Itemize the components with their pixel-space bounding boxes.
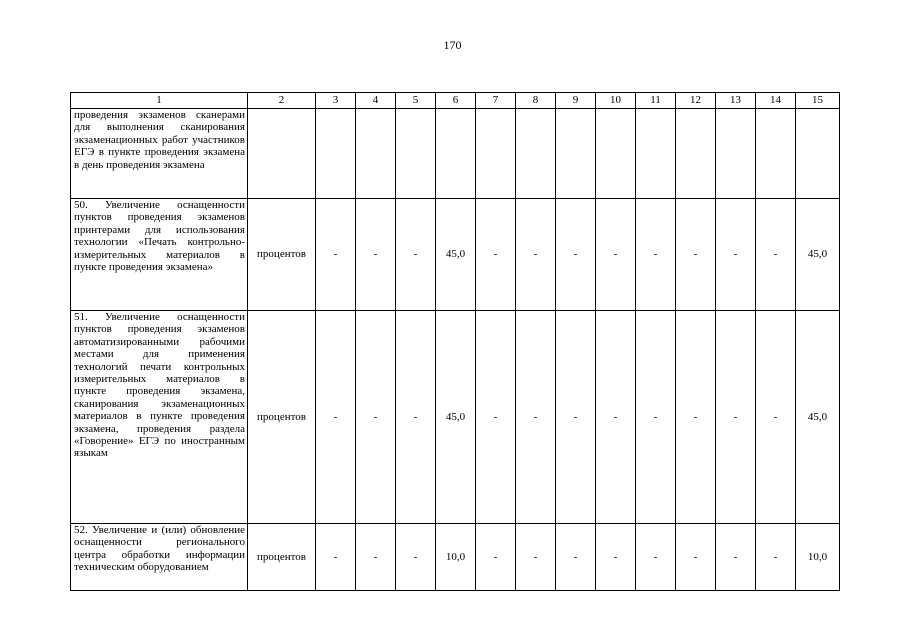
value-cell: - <box>636 199 676 311</box>
column-header-12: 12 <box>676 93 716 109</box>
value-cell: - <box>476 311 516 524</box>
value-cell: - <box>756 199 796 311</box>
value-cell: - <box>676 311 716 524</box>
value-cell: - <box>716 311 756 524</box>
value-cell: - <box>316 311 356 524</box>
value-cell: - <box>756 311 796 524</box>
unit-cell: процентов <box>248 524 316 591</box>
column-header-9: 9 <box>556 93 596 109</box>
value-cell: - <box>476 524 516 591</box>
column-header-3: 3 <box>316 93 356 109</box>
value-cell <box>476 109 516 199</box>
value-cell: - <box>596 524 636 591</box>
value-cell: - <box>476 199 516 311</box>
value-cell: - <box>516 199 556 311</box>
value-cell <box>796 109 840 199</box>
value-cell: 10,0 <box>436 524 476 591</box>
page-number: 170 <box>443 38 462 52</box>
value-cell <box>316 109 356 199</box>
value-cell: - <box>516 524 556 591</box>
value-cell: - <box>716 199 756 311</box>
indicator-description: 51. Увеличение оснащенности пунктов проведения экзаменов автоматизированными рабочими местами для применения технологий печати контрольных измерительных материалов в пункте проведения экзамена, сканирования экзаменационных материалов в пункте проведения экзамена, проведения раздела «Говорение» ЕГЭ по иностранным языкам <box>71 311 248 524</box>
unit-cell: процентов <box>248 199 316 311</box>
value-cell: - <box>396 311 436 524</box>
value-cell <box>756 109 796 199</box>
value-cell: 10,0 <box>796 524 840 591</box>
unit-cell: процентов <box>248 311 316 524</box>
value-cell: - <box>556 524 596 591</box>
table-row <box>71 524 840 591</box>
value-cell: - <box>596 311 636 524</box>
value-cell <box>596 109 636 199</box>
table-row <box>71 199 840 311</box>
column-header-1: 1 <box>71 93 248 109</box>
value-cell: - <box>716 524 756 591</box>
value-cell: - <box>636 311 676 524</box>
column-header-13: 13 <box>716 93 756 109</box>
indicator-description: 52. Увеличение и (или) обновление оснащенности регионального центра обработки информации техническим оборудованием <box>71 524 248 591</box>
value-cell: - <box>596 199 636 311</box>
value-cell <box>396 109 436 199</box>
value-cell: - <box>396 199 436 311</box>
value-cell <box>556 109 596 199</box>
column-header-4: 4 <box>356 93 396 109</box>
value-cell: 45,0 <box>436 199 476 311</box>
table-row <box>71 311 840 524</box>
value-cell: - <box>676 524 716 591</box>
value-cell: - <box>756 524 796 591</box>
value-cell: - <box>316 199 356 311</box>
value-cell: 45,0 <box>796 311 840 524</box>
value-cell <box>356 109 396 199</box>
column-header-8: 8 <box>516 93 556 109</box>
value-cell: - <box>556 199 596 311</box>
indicator-description: 50. Увеличение оснащенности пунктов проведения экзаменов принтерами для использования технологии «Печать контрольно-измерительных материалов в пункте проведения экзамена» <box>71 199 248 311</box>
value-cell <box>516 109 556 199</box>
column-header-6: 6 <box>436 93 476 109</box>
column-header-7: 7 <box>476 93 516 109</box>
value-cell: - <box>356 311 396 524</box>
value-cell: - <box>356 199 396 311</box>
value-cell: 45,0 <box>436 311 476 524</box>
column-header-5: 5 <box>396 93 436 109</box>
value-cell <box>436 109 476 199</box>
value-cell: - <box>396 524 436 591</box>
value-cell: 45,0 <box>796 199 840 311</box>
indicator-description: проведения экзаменов сканерами для выполнения сканирования экзаменационных работ участников ЕГЭ в пункте проведения экзамена в день проведения экзамена <box>71 109 248 199</box>
column-header-10: 10 <box>596 93 636 109</box>
column-header-2: 2 <box>248 93 316 109</box>
column-header-14: 14 <box>756 93 796 109</box>
value-cell: - <box>556 311 596 524</box>
value-cell: - <box>516 311 556 524</box>
value-cell: - <box>316 524 356 591</box>
value-cell <box>676 109 716 199</box>
column-header-11: 11 <box>636 93 676 109</box>
value-cell: - <box>636 524 676 591</box>
table-row <box>71 109 840 199</box>
column-header-15: 15 <box>796 93 840 109</box>
unit-cell <box>248 109 316 199</box>
value-cell: - <box>356 524 396 591</box>
value-cell: - <box>676 199 716 311</box>
value-cell <box>716 109 756 199</box>
table-header-row <box>71 93 840 109</box>
value-cell <box>636 109 676 199</box>
indicator-table <box>70 92 840 591</box>
